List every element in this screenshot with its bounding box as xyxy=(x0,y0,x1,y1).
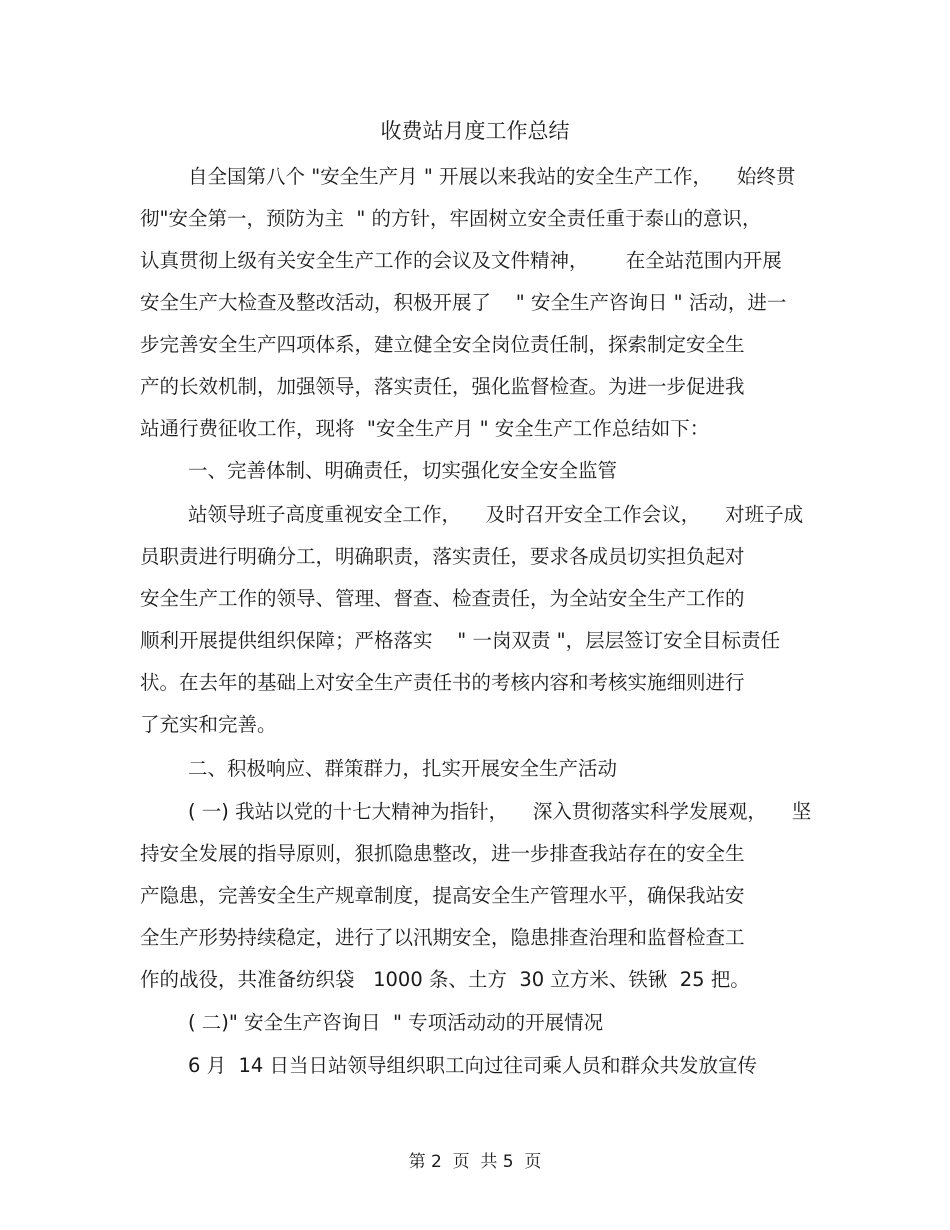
body-line-14: 了充实和完善。 xyxy=(140,713,277,736)
body-line-6: 产的长效机制，加强领导，落实责任，强化监督检查。为进一步促进我 xyxy=(140,375,745,398)
body-line-18: 产隐患，完善安全生产规章制度，提高安全生产管理水平，确保我站安 xyxy=(140,884,745,907)
body-line-16: ( 一) 我站以党的十七大精神为指针， 深入贯彻落实科学发展观， 坚 xyxy=(188,800,812,823)
body-line-22: 6 月 14 日当日站领导组织职工向过往司乘人员和群众共发放宣传 xyxy=(188,1054,758,1077)
body-line-3: 认真贯彻上级有关安全生产工作的会议及文件精神， 在全站范围内开展 xyxy=(140,249,782,272)
page-number-footer: 第 2 页 共 5 页 xyxy=(408,1152,542,1172)
body-line-10: 员职责进行明确分工，明确职责，落实责任，要求各成员切实担负起对 xyxy=(140,545,745,568)
body-line-12: 顺利开展提供组织保障；严格落实 " 一岗双责 "，层层签订安全目标责任 xyxy=(140,629,781,652)
subsection-heading: ( 二)" 安全生产咨询日 " 专项活动动的开展情况 xyxy=(188,1011,604,1034)
body-line-7: 站通行费征收工作，现将 "安全生产月 " 安全生产工作总结如下： xyxy=(140,417,710,440)
body-line-17: 持安全发展的指导原则，狠抓隐患整改，进一步排查我站存在的安全生 xyxy=(140,842,745,865)
body-line-11: 安全生产工作的领导、管理、督查、检查责任，为全站安全生产工作的 xyxy=(140,587,745,610)
section-heading-2: 二、积极响应、群策群力，扎实开展安全生产活动 xyxy=(188,757,618,780)
body-line-20: 作的战役，共准备纺织袋 1000 条、土方 30 立方米、铁锹 25 把。 xyxy=(140,968,750,991)
body-line-13: 状。在去年的基础上对安全生产责任书的考核内容和考核实施细则进行 xyxy=(140,671,745,694)
section-heading-1: 一、完善体制、明确责任，切实强化安全安全监管 xyxy=(188,459,618,482)
body-line-19: 全生产形势持续稳定，进行了以汛期安全，隐患排查治理和监督检查工 xyxy=(140,926,745,949)
body-line-1: 自全国第八个 "安全生产月 " 开展以来我站的安全生产工作， 始终贯 xyxy=(188,165,796,188)
body-line-4: 安全生产大检查及整改活动，积极开展了 " 安全生产咨询日 " 活动，进一 xyxy=(140,291,787,314)
body-line-5: 步完善安全生产四项体系，建立健全安全岗位责任制，探索制定安全生 xyxy=(140,333,745,356)
body-line-9: 站领导班子高度重视安全工作， 及时召开安全工作会议， 对班子成 xyxy=(188,503,804,526)
body-line-2: 彻"安全第一，预防为主 " 的方针，牢固树立安全责任重于泰山的意识， xyxy=(140,207,762,230)
document-title: 收费站月度工作总结 xyxy=(380,119,570,143)
